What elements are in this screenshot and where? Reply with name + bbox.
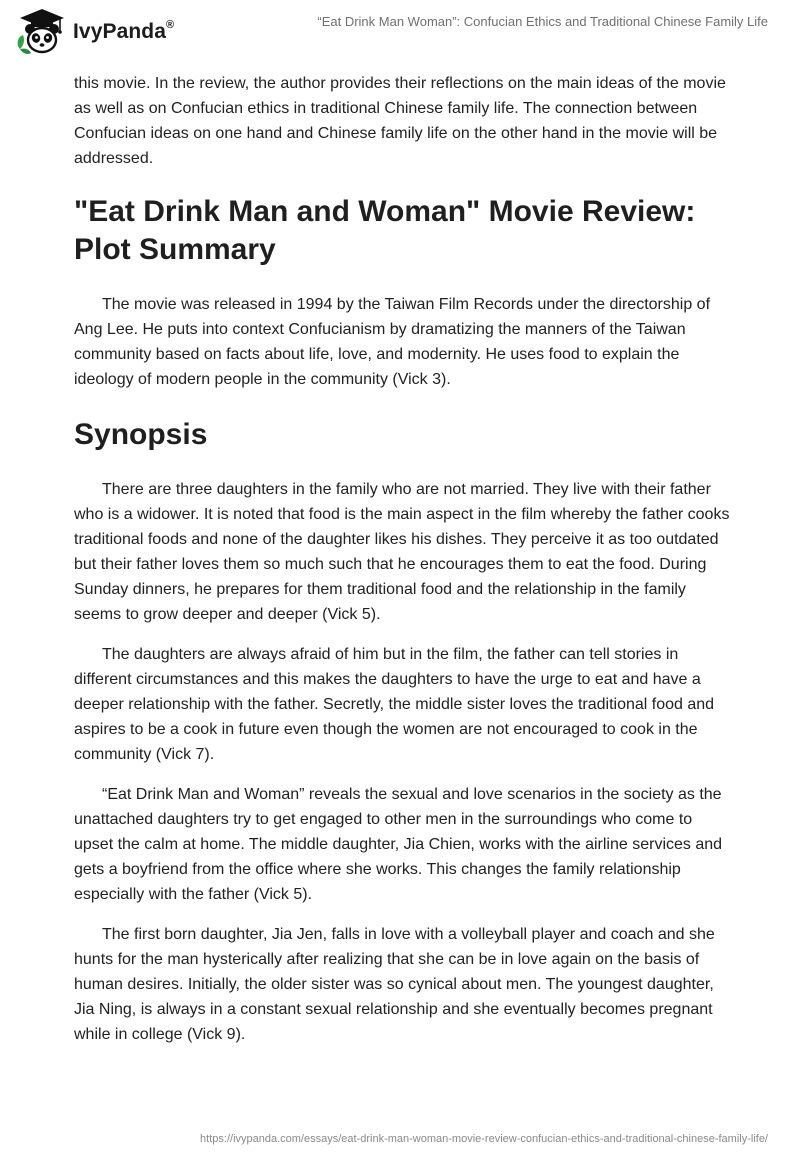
- panda-graduation-cap-icon: [16, 7, 68, 57]
- paragraph: The movie was released in 1994 by the Taiwan Film Records under the directorship of Ang Lee. He puts into context Confucianism by dramatizing the manners of the Taiwan community based on facts about life, love, and modernity. He uses food to explain the ideology of modern people in the community (Vick 3).: [74, 296, 711, 388]
- paragraph: The daughters are always afraid of him but in the film, the father can tell stories in different circumstances and this makes the daughters to have the urge to eat and have a deeper relationship with the father. Secretly, the middle sister loves the traditional food and aspires to be a cook in future even though the women are not encouraged to cook in the community (Vick 7).: [74, 646, 715, 763]
- brand-name: IvyPanda®: [73, 19, 175, 43]
- ivypanda-logo[interactable]: [16, 7, 174, 57]
- page-header: [0, 0, 800, 70]
- document-title: “Eat Drink Man Woman”: Confucian Ethics and Traditional Chinese Family Life: [317, 14, 768, 29]
- footer-source-url[interactable]: https://ivypanda.com/essays/eat-drink-man-woman-movie-review-confucian-ethics-and-traditional-chinese-family-life/: [200, 1133, 768, 1145]
- paragraph: The first born daughter, Jia Jen, falls in love with a volleyball player and coach and she hunts for the man hysterically after realizing that she can be in love again on the basis of human desires. Initially, the older sister was so cynical about men. The youngest daughter, Jia Ning, is always in a constant sexual relationship and she eventually becomes pregnant while in college (Vick 9).: [74, 926, 715, 1043]
- intro-paragraph: this movie. In the review, the author provides their reflections on the main ideas of the movie as well as on Confucian ethics in traditional Chinese family life. The connection between Confucian ideas on one hand and Chinese family life on the other hand in the movie will be addressed.: [74, 75, 726, 167]
- section-heading-plot-summary: "Eat Drink Man and Woman" Movie Review: Plot Summary: [74, 195, 696, 266]
- paragraph: There are three daughters in the family who are not married. They live with their father who is a widower. It is noted that food is the main aspect in the film whereby the father cooks traditional foods and none of the daughter likes his dishes. They perceive it as too outdated but their father loves them so much such that he encourages them to eat the food. During Sunday dinners, he prepares for them traditional food and the relationship in the family seems to grow deeper and deeper (Vick 5).: [74, 481, 730, 623]
- essay-body: [74, 71, 734, 1062]
- paragraph: “Eat Drink Man and Woman” reveals the sexual and love scenarios in the society as the unattached daughters try to get engaged to other men in the surroundings who come to upset the calm at home. The middle daughter, Jia Chien, works with the airline services and gets a boyfriend from the office where she works. This changes the family relationship especially with the father (Vick 5).: [74, 786, 723, 903]
- section-heading-synopsis: Synopsis: [74, 418, 208, 451]
